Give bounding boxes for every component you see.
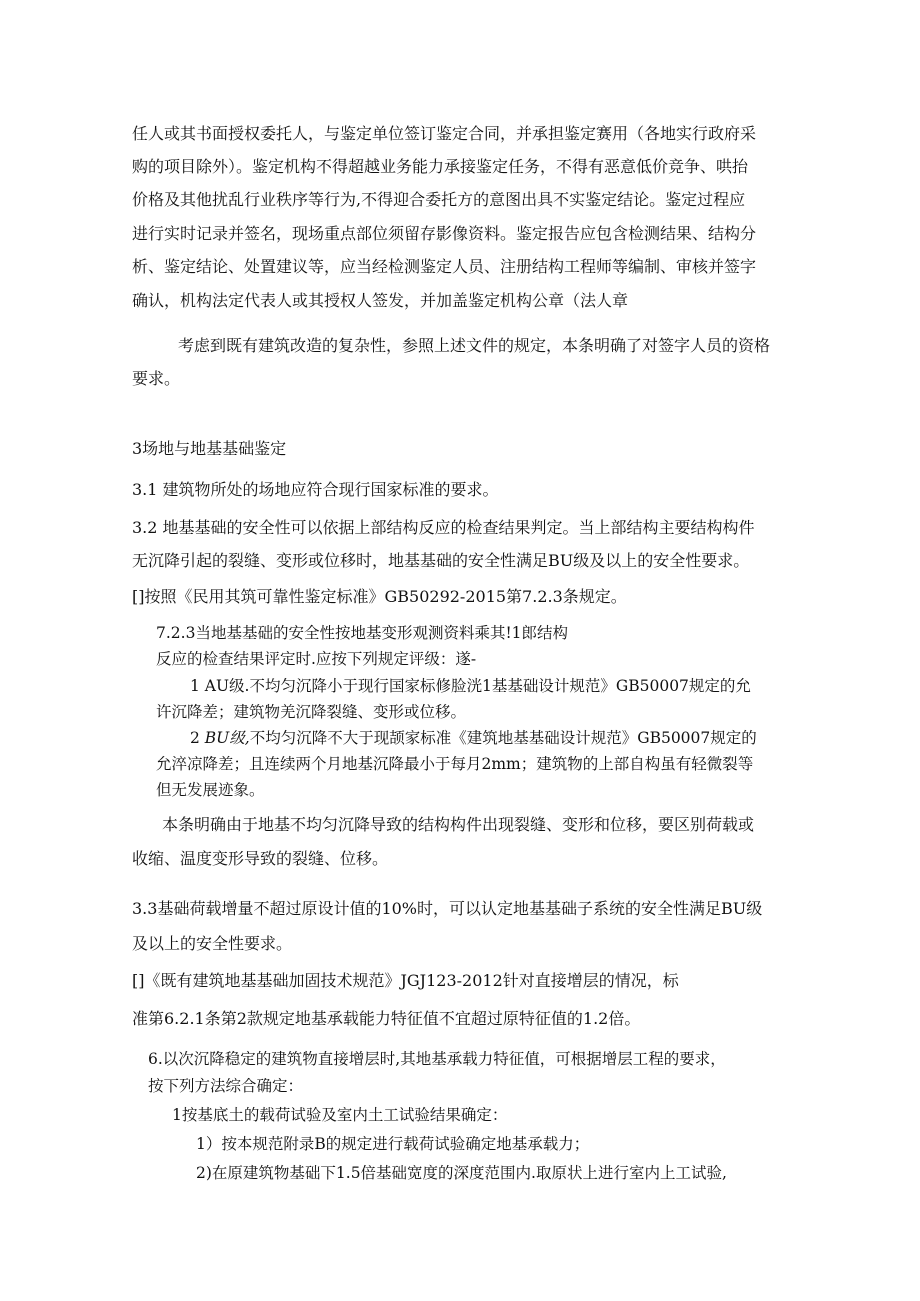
text-line: 3.2 地基基础的安全性可以依据上部结构反应的检查结果判定。当上部结构主要结构构件 — [132, 518, 755, 537]
text-line: 收缩、温度变形导致的裂缝、位移。 — [132, 849, 389, 868]
item-text: 不均匀沉降不大于现颉家标准《建筑地基基础设计规范》GB50007规定的 — [249, 729, 757, 747]
text-line: 进行实时记录并签名，现场重点部位须留存影像资料。鉴定报告应包含检测结果、结构分 — [132, 224, 757, 243]
text-line: 考虑到既有建筑改造的复杂性，参照上述文件的规定，本条明确了对签字人员的资格 — [178, 336, 771, 355]
text-line: 任人或其书面授权委托人，与鉴定单位签订鉴定合同，并承担鉴定赛用（各地实行政府采 — [132, 124, 757, 143]
text-line: 要求。 — [132, 369, 181, 388]
quote-line: 7.2.3当地基基础的安全性按地基变形观测资料乘其!1郎结构 — [156, 624, 569, 642]
quote-line — [190, 727, 757, 749]
text-line: 及以上的安全性要求。 — [132, 934, 293, 953]
quote-line: 1 AU级.不均匀沉降小于现行国家标修脸洸1基基础设计规范》GB50007规定的允 — [190, 677, 751, 695]
item-number: 2 — [190, 729, 205, 747]
text-line: []《既有建筑地基基础加固技术规范》JGJ123-2012针对直接增层的情况，标 — [132, 971, 679, 990]
quote-line: 但无发展迹象。 — [156, 781, 265, 799]
quote-line: 按下列方法综合确定： — [148, 1077, 304, 1095]
section-heading: 3场地与地基基础鉴定 — [132, 439, 287, 458]
text-line: 3.3基础荷载增量不超过原设计值的10%时，可以认定地基基础子系统的安全性满足BU级 — [132, 899, 763, 918]
quote-line: 1）按本规范附录B的规定进行载荷试验确定地基承载力； — [196, 1135, 590, 1153]
text-line: 无沉降引起的裂缝、变形或位移时，地基基础的安全性满足BU级及以上的安全性要求。 — [132, 551, 750, 570]
text-line: 3.1 建筑物所处的场地应符合现行国家标准的要求。 — [132, 480, 499, 499]
text-line: 准第6.2.1条第2款规定地基承载能力特征值不宜超过原特征值的1.2倍。 — [132, 1009, 641, 1028]
quote-line: 允淬凉降差；且连续两个月地基沉降最小于每月2mm；建筑物的上部自构虽有轻微裂等 — [156, 755, 754, 773]
quote-line: 2)在原建筑物基础下1.5倍基础宽度的深度范围内.取原状上进行室内上工试验, — [196, 1164, 727, 1182]
grade-label: BU级, — [204, 729, 250, 747]
quote-line: 许沉降差；建筑物羌沉降裂缝、变形或位移。 — [156, 703, 467, 721]
text-line: []按照《民用其筑可靠性鉴定标准》GB50292-2015第7.2.3条规定。 — [132, 587, 627, 606]
text-line: 析、鉴定结论、处置建议等，应当经检测鉴定人员、注册结构工程师等编制、审核并签字 — [132, 257, 757, 276]
text-line: 确认，机构法定代表人或其授权人签发，并加盖鉴定机构公章（法人章 — [132, 291, 629, 310]
quote-line: 反应的检查结果评定时.应按下列规定评级：遂- — [156, 650, 477, 668]
quote-line: 1按基底土的载荷试验及室内土工试验结果确定： — [172, 1106, 508, 1124]
text-line: 购的项目除外）。鉴定机构不得超越业务能力承接鉴定任务，不得有恶意低价竞争、哄抬 — [132, 157, 749, 176]
quote-line: 6.以次沉降稳定的建筑物直接增层时,其地基承载力特征值，可根据增层工程的要求， — [148, 1050, 726, 1068]
text-line: 本条明确由于地基不均匀沉降导致的结构构件出现裂缝、变形和位移，要区别荷载或 — [162, 815, 755, 834]
text-line: 价格及其他扰乱行业秩序等行为,不得迎合委托方的意图出具不实鉴定结论。鉴定过程应 — [132, 190, 746, 209]
